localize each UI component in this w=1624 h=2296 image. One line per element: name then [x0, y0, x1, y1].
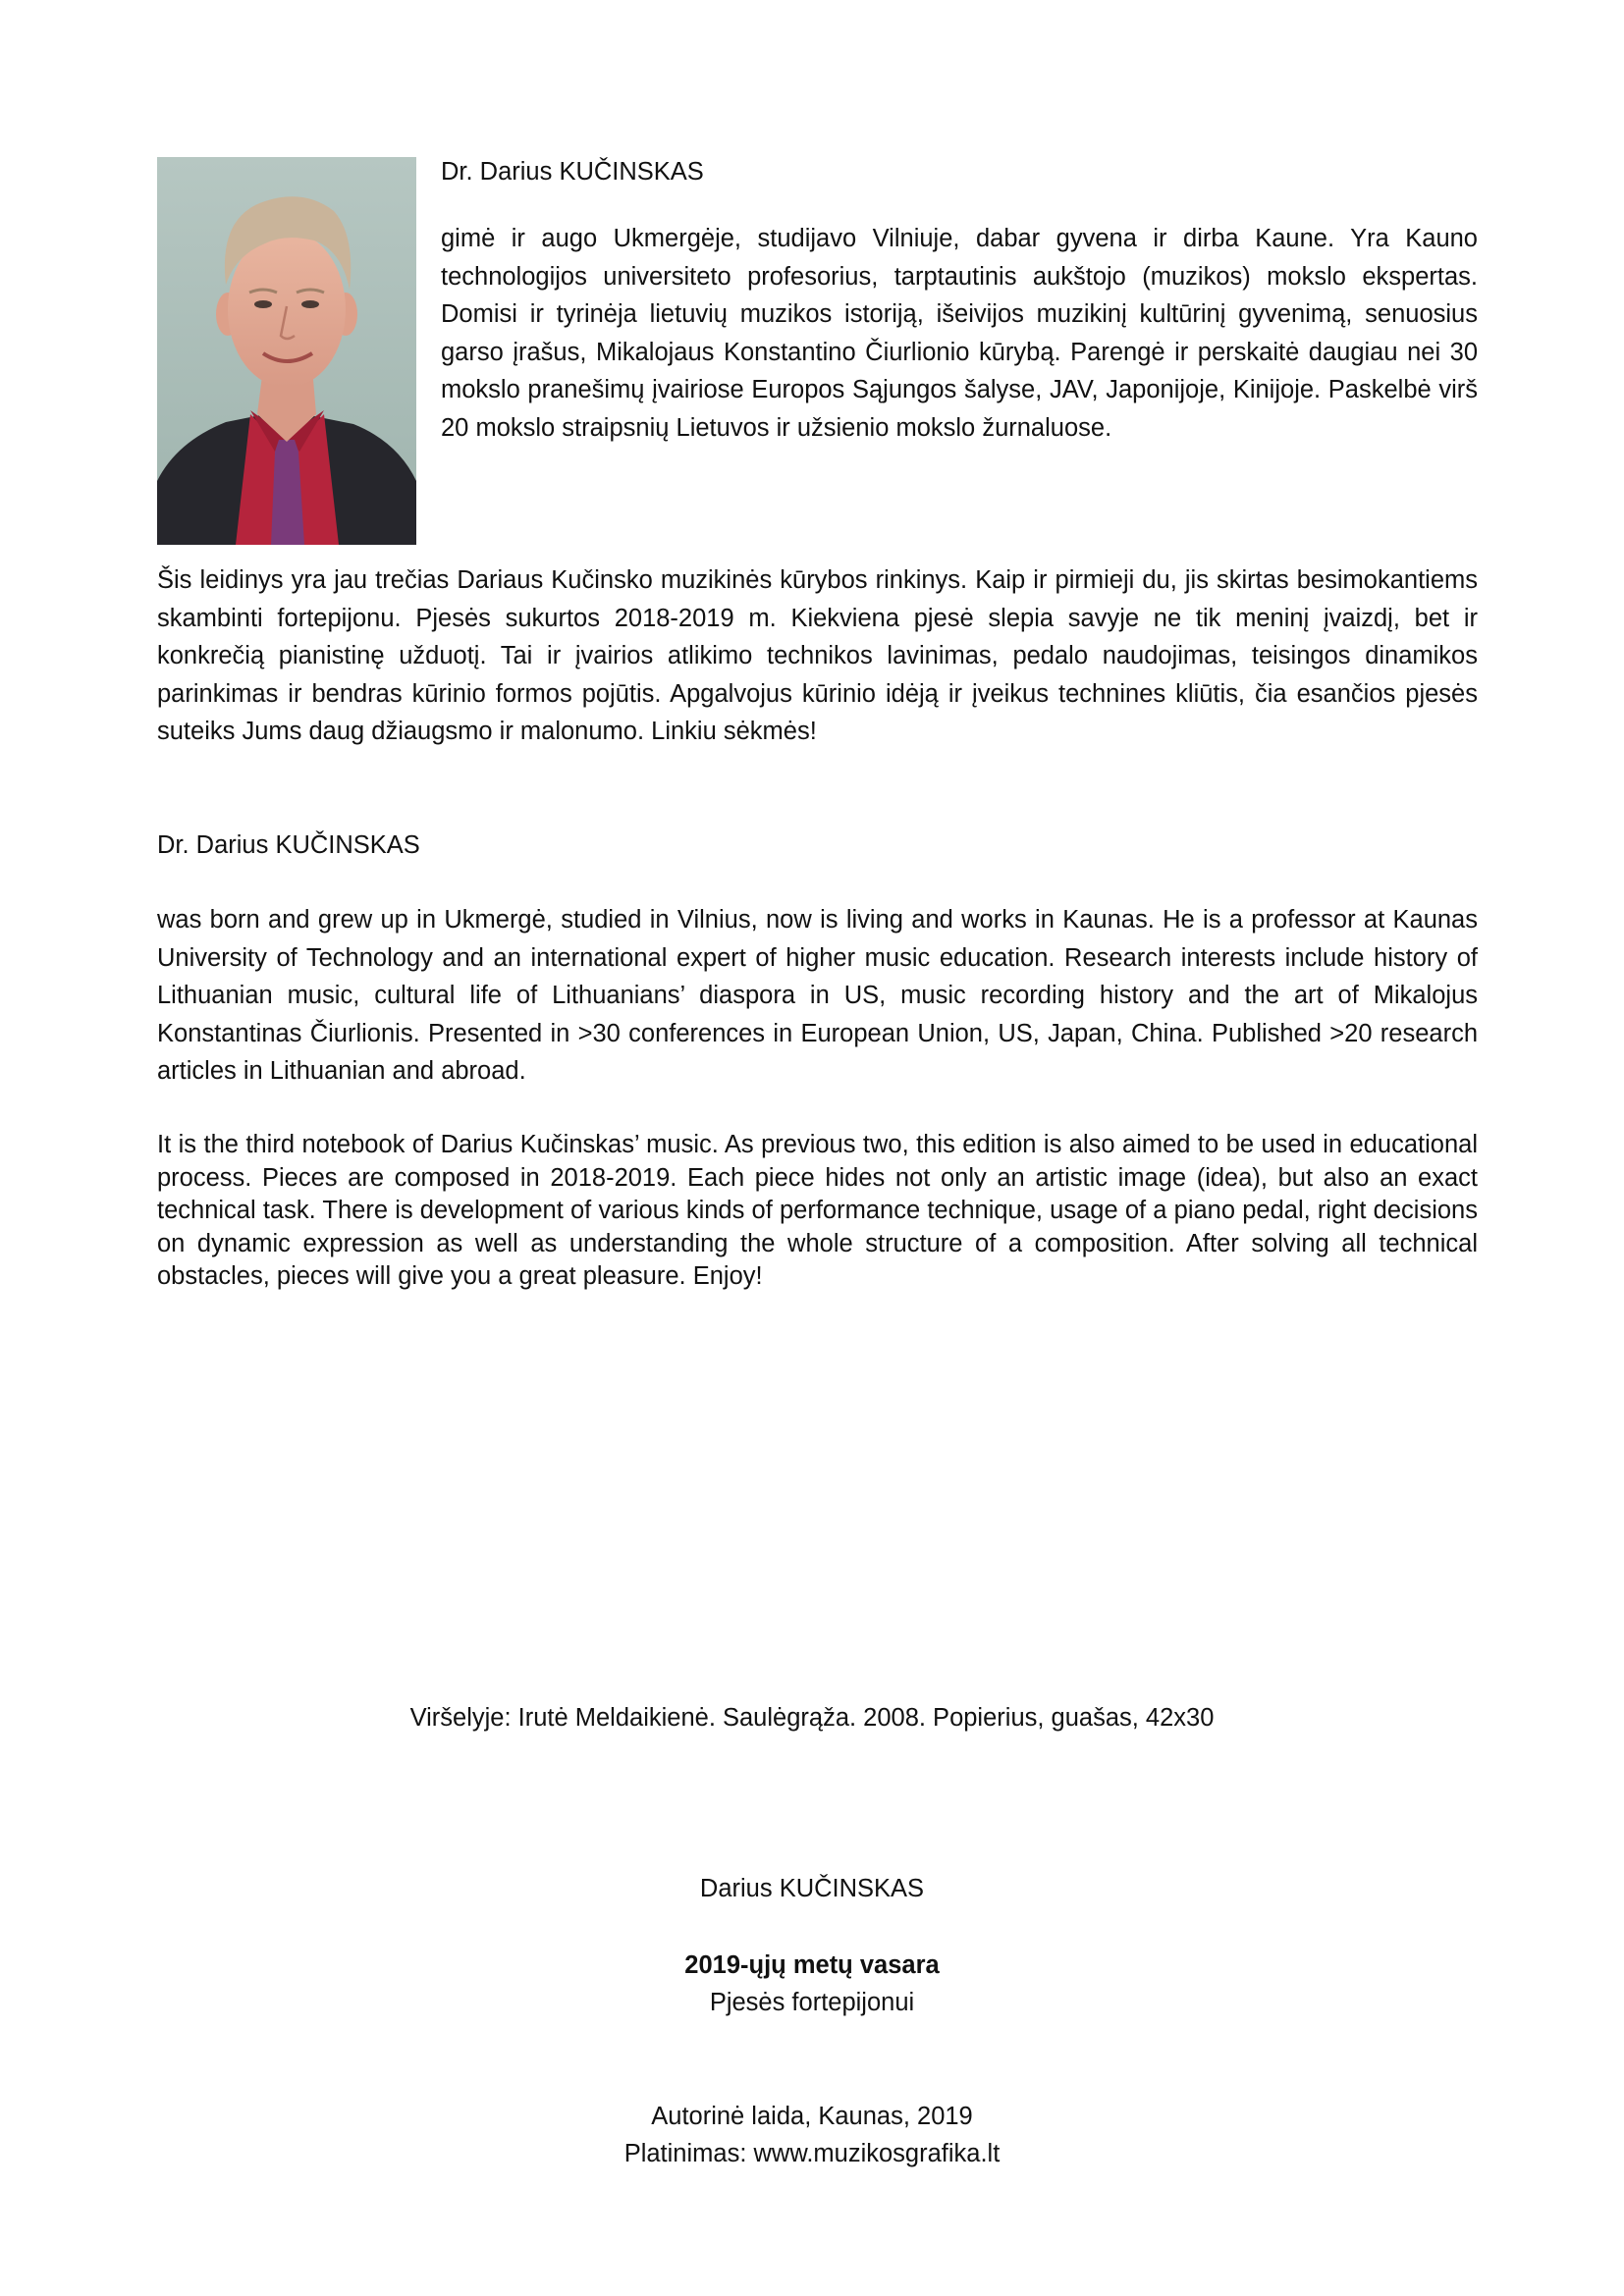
colophon-distribution: Platinimas: www.muzikosgrafika.lt	[623, 2140, 1001, 2167]
cover-credit: Viršelyje: Irutė Meldaikienė. Saulėgrąža. 2008. Popierius, guašas, 42x30	[409, 1704, 1215, 1732]
colophon-subtitle: Pjesės fortepijonui	[709, 1989, 915, 2016]
author-photo	[157, 157, 416, 545]
bio-en-name: Dr. Darius KUČINSKAS	[157, 831, 420, 859]
bio-lt-name: Dr. Darius KUČINSKAS	[441, 158, 704, 186]
bio-en-text: was born and grew up in Ukmergė, studied in Vilnius, now is living and works in Kaunas. He is a professor at Kaunas University of Technology and an international expert of higher music education. Research interests include history of Lithuanian music, cultural life of Lithuanians’ diaspora in US, music recording history and the art of Mikalojus Konstantinas Čiurlionis. Presented in >30 conferences in European Union, US, Japan, China. Published >20 research articles in Lithuanian and abroad.	[157, 906, 1478, 1085]
intro-lt-paragraph: Šis leidinys yra jau trečias Dariaus Kučinsko muzikinės kūrybos rinkinys. Kaip ir pirmieji du, jis skirtas besimokantiems skambinti fortepijonu. Pjesės sukurtos 2018-2019 m. Kiekviena pjesė slepia savyje ne tik meninį įvaizdį, bet ir konkrečią pianistinę užduotį. Tai ir įvairios atlikimo technikos lavinimas, pedalo naudojimas, teisingos dinamikos parinkimas ir bendras kūrinio formos pojūtis. Apgalvojus kūrinio idėją ir įveikus technines kliūtis, čia esančios pjesės suteiks Jums daug džiaugsmo ir malonumo. Linkiu sėkmės!	[157, 566, 1478, 745]
intro-en-paragraph: It is the third notebook of Darius Kučinskas’ music. As previous two, this edition is also aimed to be used in educational process. Pieces are composed in 2018-2019. Each piece hides not only an artistic image (idea), but also an exact technical task. There is development of various kinds of performance technique, usage of a piano pedal, right decisions on dynamic expression as well as understanding the whole structure of a composition. After solving all technical obstacles, pieces will give you a great pleasure. Enjoy!	[157, 1131, 1478, 1290]
colophon-author: Darius KUČINSKAS	[699, 1875, 925, 1902]
colophon-edition: Autorinė laida, Kaunas, 2019	[651, 2103, 973, 2130]
bio-lt-text: gimė ir augo Ukmergėje, studijavo Vilniuje, dabar gyvena ir dirba Kaune. Yra Kauno technologijos universiteto profesorius, tarptautinis aukštojo (muzikos) mokslo ekspertas. Domisi ir tyrinėja lietuvių muzikos istoriją, išeivijos muzikinį kultūrinį gyvenimą, senuosius garso įrašus, Mikalojaus Konstantino Čiurlionio kūrybą. Parengė ir perskaitė daugiau nei 30 mokslo pranešimų įvairiose Europos Sąjungos šalyse, JAV, Japonijoje, Kinijoje. Paskelbė virš 20 mokslo straipsnių Lietuvos ir užsienio mokslo žurnaluose.	[441, 225, 1478, 442]
colophon-title: 2019-ųjų metų vasara	[684, 1951, 940, 1979]
